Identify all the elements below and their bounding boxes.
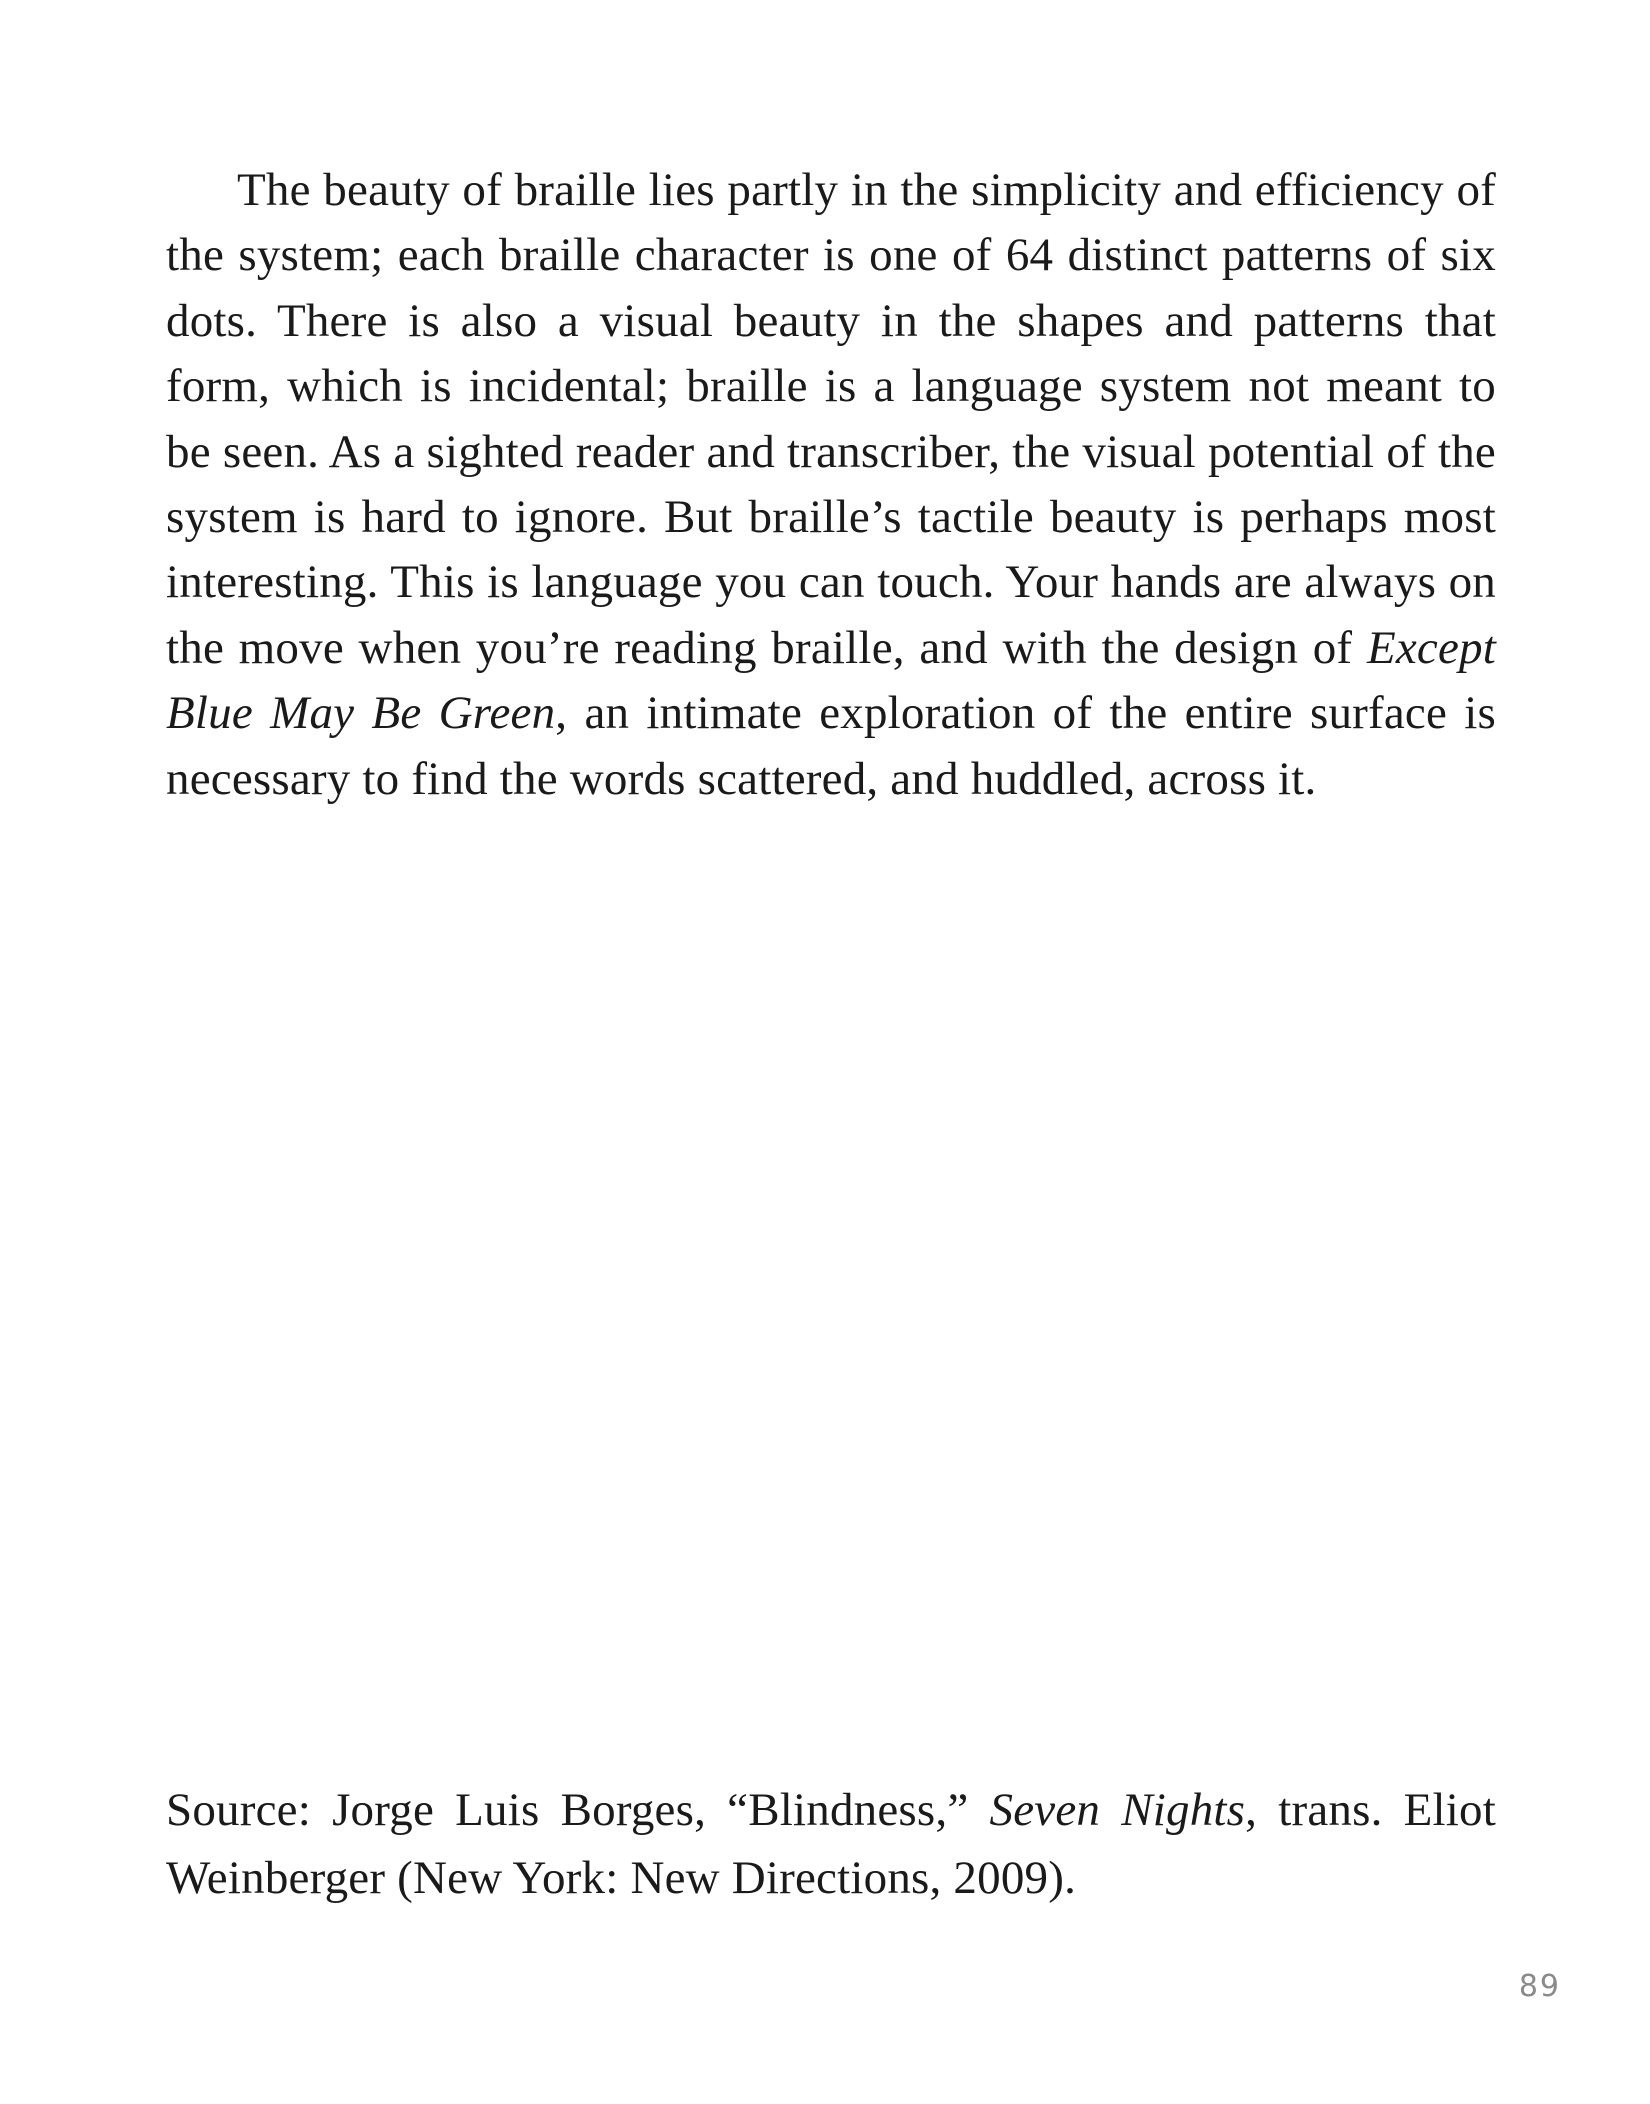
source-book-title-italic: Seven Nights (989, 1784, 1246, 1836)
source-citation-end: , trans. Eliot Weinberger (New York: New Directions, 2009). (166, 1784, 1496, 1904)
page-number: 89 (1518, 1969, 1561, 2004)
source-citation (166, 1776, 1496, 1912)
body-paragraph (166, 158, 1496, 812)
book-title-italic: Except Blue May Be Green (166, 621, 1496, 740)
source-citation-start: Source: Jorge Luis Borges, “Blindness,” (166, 1784, 990, 1836)
body-paragraph-text-start: The beauty of braille lies partly in the simplicity and efficiency of the system; each braille character is one of 64 distinct patterns of six dots. There is also a visual beauty in the shapes and patterns that form, which is incidental; braille is a language system not meant to be seen. As a sighted reader and transcriber, the visual potential of the system is hard to ignore. But braille’s tactile beauty is perhaps most interesting. This is language you can touch. Your hands are always on the move when you’re reading braille, and with the design of (166, 164, 1496, 674)
body-paragraph-text-end: , an intimate exploration of the entire surface is necessary to find the words scattered, and huddled, across it. (166, 687, 1496, 805)
